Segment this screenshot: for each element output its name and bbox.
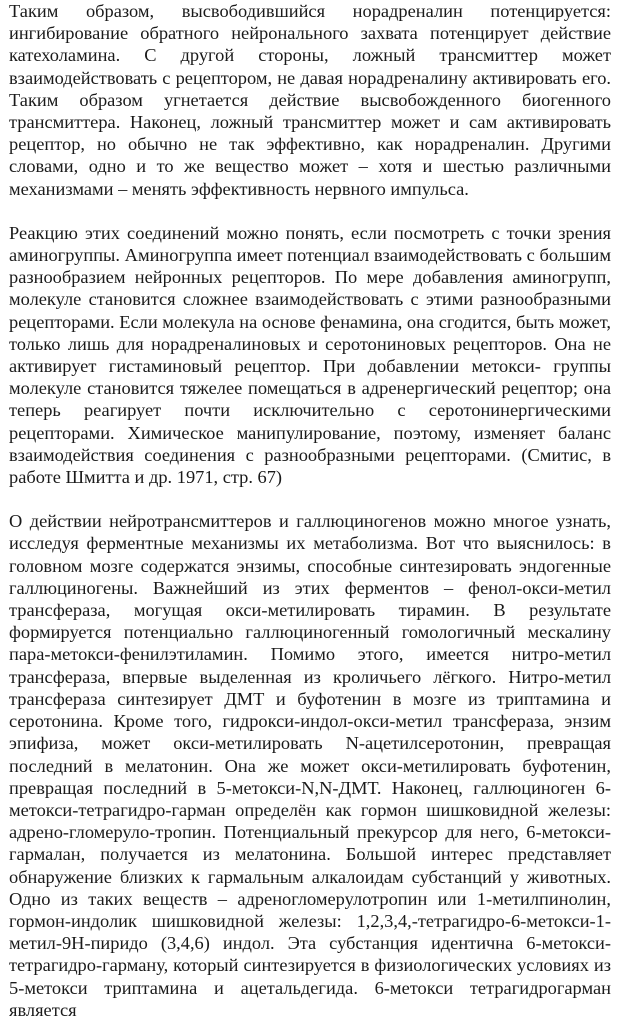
- paragraph-3: О действии нейротрансмиттеров и галлюциногенов можно многое узнать, исследуя ферментные механизмы их метаболизма. Вот что выяснилось: в головном мозге содержатся энзимы, способные синтезировать эндогенные галлюциногены. Важнейший из этих ферментов – фенол-окси-метил трансфераза, могущая окси-метилировать тирамин. В результате формируется потенциально галлюциногенный гомологичный мескалину пара-метокси-фенилэтиламин. Помимо этого, имеется нитро-метил трансфераза, впервые выделенная из кроличьего лёгкого. Нитро-метил трансфераза синтезирует ДМТ и буфотенин в мозге из триптамина и серотонина. Кроме того, гидрокси-индол-окси-метил трансфераза, энзим эпифиза, может окси-метилировать N-ацетилсеротонин, превращая последний в мелатонин. Она же может окси-метилировать буфотенин, превращая последний в 5-метокси-N,N-ДМТ. Наконец, галлюциноген 6-метокси-тетрагидро-гарман определён как гормон шишковидной железы: адрено-гломеруло-тропин. Потенциальный прекурсор для него, 6-метокси-гармалан, получается из мелатонина. Большой интерес представляет обнаружение близких к гармальным алкалоидам субстанций у животных. Одно из таких веществ – адреногломерулотропин или 1-метилпинолин, гормон-индолик шишковидной железы: 1,2,3,4,-тетрагидро-6-метокси-1-метил-9Н-пиридо (3,4,6) индол. Эта субстанция идентична 6-метокси-тетрагидро-гарману, который синтезируется в физиологических условиях из 5-метокси триптамина и ацетальдегида. 6-метокси тетрагидрогарман является: [9, 511, 611, 1020]
- paragraph-1: Таким образом, высвободившийся норадреналин потенцируется: ингибирование обратного нейронального захвата потенцирует действие катехоламина. С другой стороны, ложный трансмиттер может взаимодействовать с рецептором, не давая норадреналину активировать его. Таким образом угнетается действие высвобожденного биогенного трансмиттера. Наконец, ложный трансмиттер может и сам активировать рецептор, но обычно не так эффективно, как норадреналин. Другими словами, одно и то же вещество может – хотя и шестью различными механизмами – менять эффективность нервного импульса.: [9, 1, 611, 199]
- paragraph-2: Реакцию этих соединений можно понять, если посмотреть с точки зрения аминогруппы. Аминогруппа имеет потенциал взаимодействовать с большим разнообразием нейронных рецепторов. По мере добавления аминогрупп, молекуле становится сложнее взаимодействовать с этими разнообразными рецепторами. Если молекула на основе фенамина, она сгодится, быть может, только лишь для норадреналиновых и серотониновых рецепторов. Она не активирует гистаминовый рецептор. При добавлении метокси- группы молекуле становится тяжелее помещаться в адренергический рецептор; она теперь реагирует почти исключительно с серотонинергическими рецепторами. Химическое манипулирование, поэтому, изменяет баланс взаимодействия соединения с разнообразными рецепторами. (Смитис, в работе Шмитта и др. 1971, стр. 67): [9, 222, 611, 488]
- paragraph-spacer: [9, 488, 611, 510]
- paragraph-spacer: [9, 200, 611, 222]
